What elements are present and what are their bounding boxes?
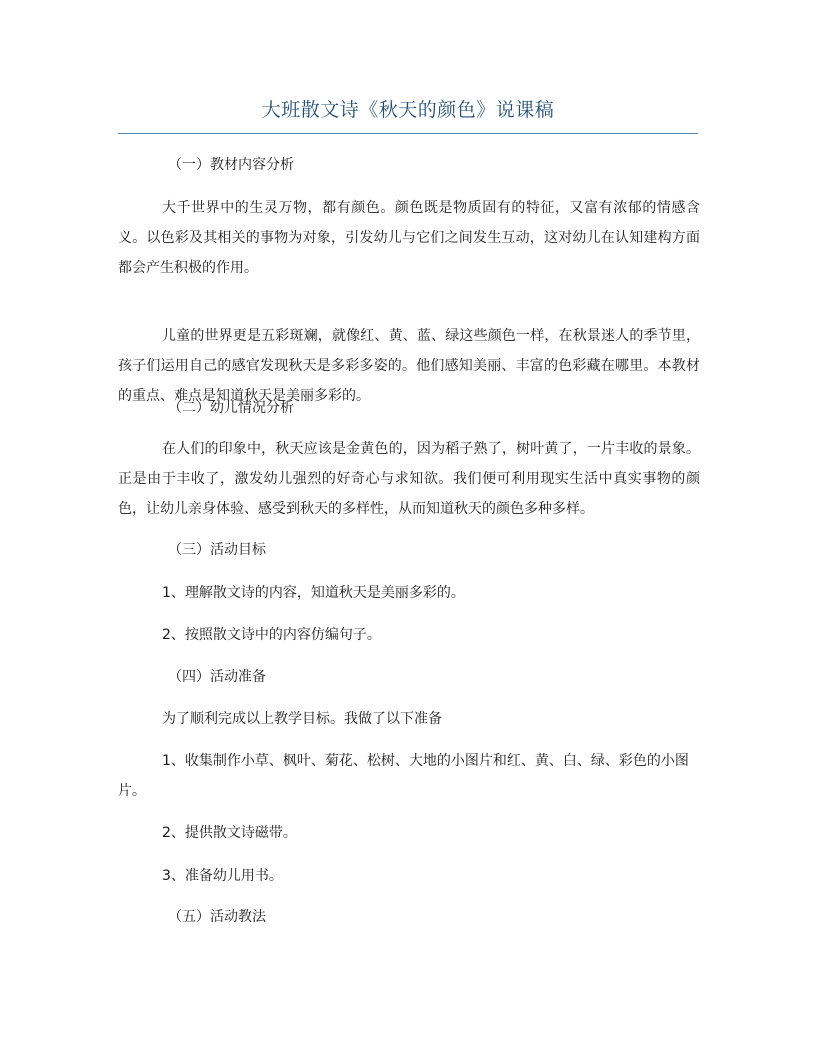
section-heading-3: （三）活动目标	[168, 542, 266, 558]
list-item: 2、提供散文诗磁带。	[162, 825, 297, 841]
page-title: 大班散文诗《秋天的颜色》说课稿	[261, 99, 555, 121]
section-heading-1: （一）教材内容分析	[168, 157, 294, 173]
paragraph-3: 在人们的印象中，秋天应该是金黄色的，因为稻子熟了，树叶黄了，一片丰收的景象。正是由于丰收了，激发幼儿强烈的好奇心与求知欲。我们便可利用现实生活中真实事物的颜色，让幼儿亲身体验、感受到秋天的多样性，从而知道秋天的颜色多种多样。	[118, 441, 700, 517]
paragraph-2: 儿童的世界更是五彩斑斓，就像红、黄、蓝、绿这些颜色一样，在秋景迷人的季节里，孩子们运用自己的感官发现秋天是多彩多姿的。他们感知美丽、丰富的色彩藏在哪里。本教材的重点、难点是知道秋天是美丽多彩的。	[118, 328, 700, 404]
list-item: 2、按照散文诗中的内容仿编句子。	[162, 627, 381, 643]
section-heading-5: （五）活动教法	[168, 909, 266, 925]
paragraph-4: 为了顺利完成以上教学目标。我做了以下准备	[162, 711, 442, 727]
list-item: 3、准备幼儿用书。	[162, 868, 283, 884]
list-item: 1、收集制作小草、枫叶、菊花、松树、大地的小图片和红、黄、白、绿、彩色的小图片。	[118, 753, 689, 799]
title-divider	[118, 133, 698, 134]
section-heading-4: （四）活动准备	[168, 669, 266, 685]
list-item: 1、理解散文诗的内容，知道秋天是美丽多彩的。	[162, 585, 465, 601]
paragraph-1: 大千世界中的生灵万物，都有颜色。颜色既是物质固有的特征，又富有浓郁的情感含义。以色彩及其相关的事物为对象，引发幼儿与它们之间发生互动，这对幼儿在认知建构方面都会产生积极的作用。	[118, 200, 700, 276]
section-heading-2: （二）幼儿情况分析	[168, 400, 294, 416]
